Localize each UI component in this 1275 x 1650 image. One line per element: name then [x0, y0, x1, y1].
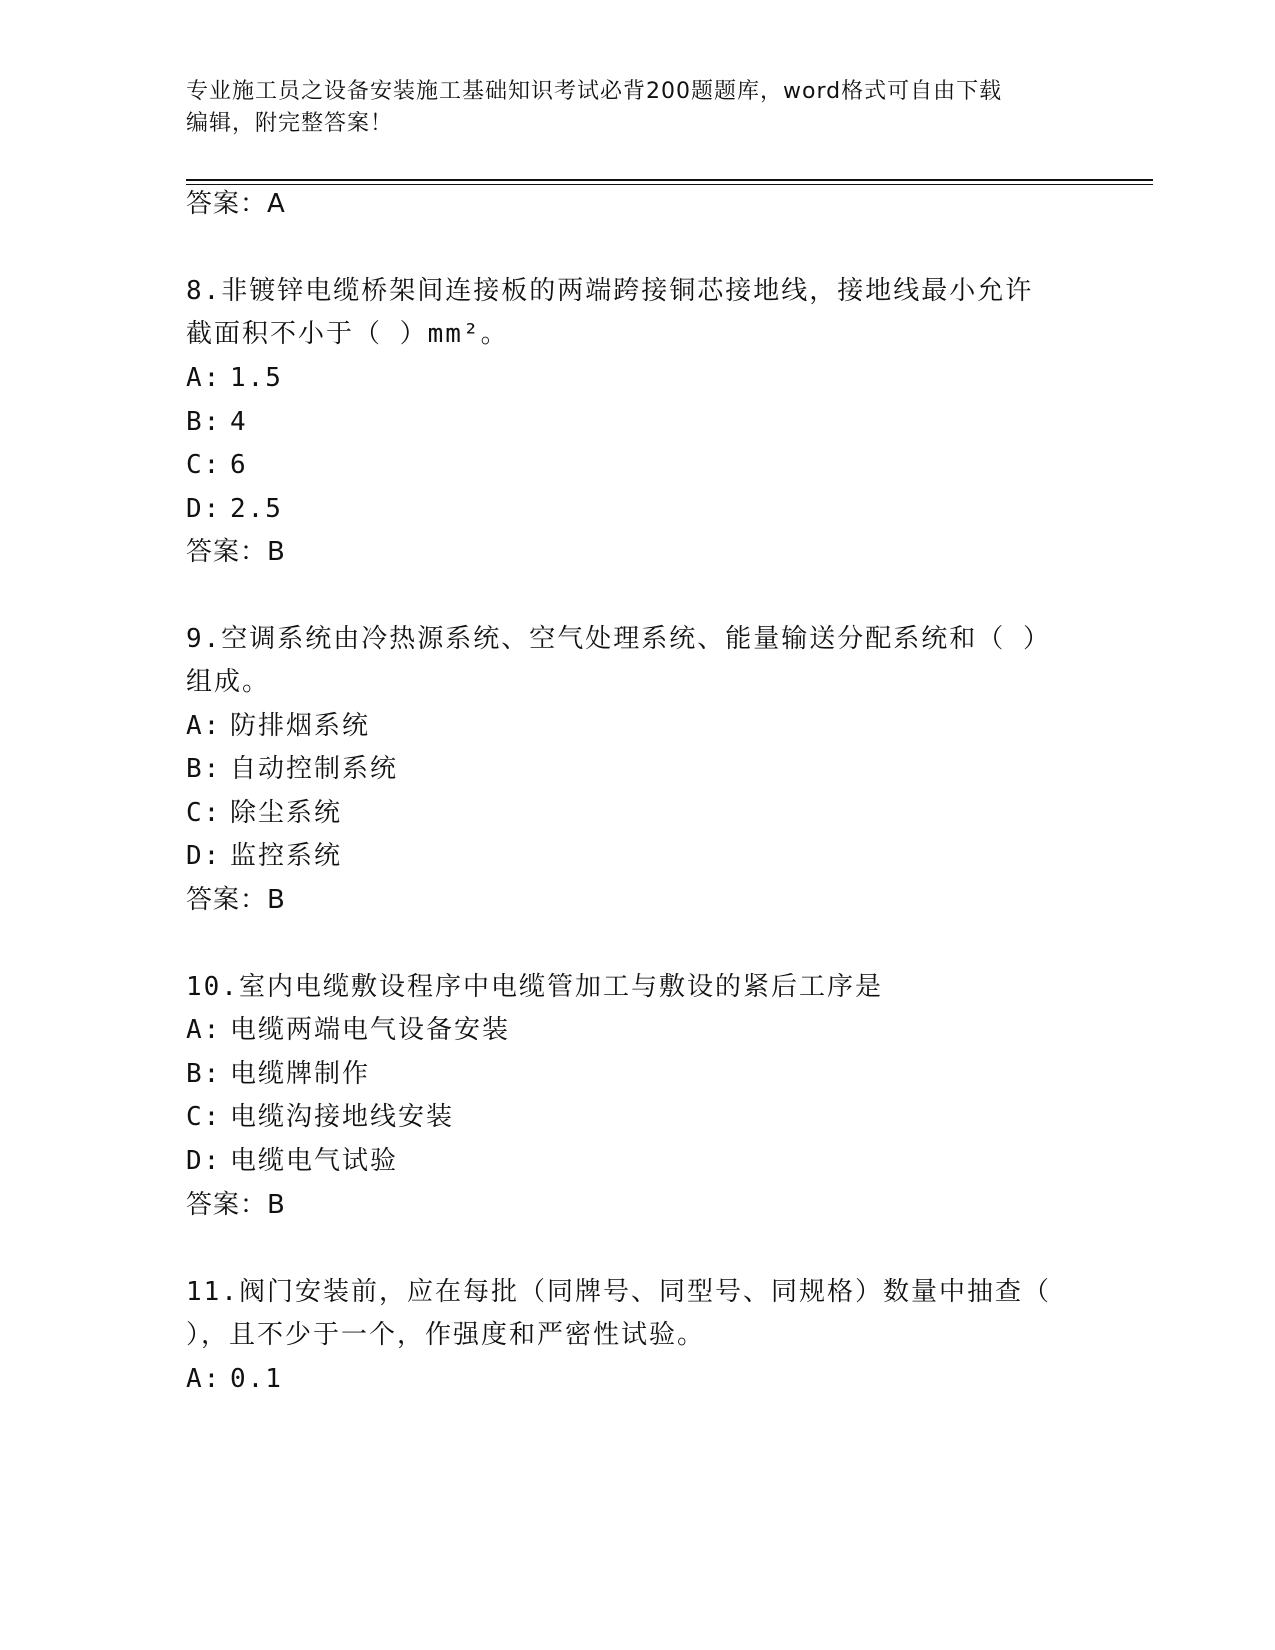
option-label: B: — [186, 1059, 222, 1089]
answer-line: 答案：A — [186, 189, 286, 219]
option-text: 电缆两端电气设备安装 — [230, 1015, 511, 1045]
question-10-option-a — [186, 1013, 510, 1047]
question-8-option-c — [186, 448, 248, 482]
option-text: 2.5 — [230, 494, 283, 524]
question-8-option-a — [186, 361, 283, 395]
question-8-line-1: 8.非镀锌电缆桥架间连接板的两端跨接铜芯接地线，接地线最小允许 — [186, 276, 1034, 306]
option-label: A: — [186, 363, 222, 393]
option-label: A: — [186, 1364, 222, 1394]
option-label: A: — [186, 1015, 222, 1045]
option-text: 电缆电气试验 — [230, 1146, 399, 1176]
option-text: 6 — [230, 450, 248, 480]
question-11-line-1: 11.阀门安装前，应在每批（同牌号、同型号、同规格）数量中抽查（ — [186, 1277, 1051, 1307]
option-text: 自动控制系统 — [230, 754, 399, 784]
question-9-answer: 答案：B — [186, 885, 286, 915]
question-10-answer: 答案：B — [186, 1190, 286, 1220]
question-10-line-1: 10.室内电缆敷设程序中电缆管加工与敷设的紧后工序是 — [186, 972, 883, 1002]
option-label: D: — [186, 494, 222, 524]
question-10-option-d — [186, 1144, 398, 1178]
option-text: 除尘系统 — [230, 798, 343, 828]
header-rule-thick — [186, 179, 1153, 181]
document-header — [186, 76, 1076, 140]
header-line-1: 专业施工员之设备安装施工基础知识考试必背200题题库，word格式可自由下载 — [186, 79, 1003, 104]
question-10-option-b — [186, 1057, 370, 1091]
option-label: C: — [186, 450, 222, 480]
option-text: 0.1 — [230, 1364, 283, 1394]
option-label: B: — [186, 754, 222, 784]
question-9-option-b — [186, 752, 398, 786]
option-text: 4 — [230, 407, 248, 437]
question-9-option-d — [186, 839, 342, 873]
header-line-2: 编辑，附完整答案！ — [186, 111, 394, 136]
option-text: 防排烟系统 — [230, 711, 371, 741]
option-label: B: — [186, 407, 222, 437]
option-label: D: — [186, 1146, 222, 1176]
question-11-option-a — [186, 1362, 283, 1396]
question-9-line-1: 9.空调系统由冷热源系统、空气处理系统、能量输送分配系统和（ ） — [186, 624, 1051, 654]
option-label: D: — [186, 841, 222, 871]
question-10-option-c — [186, 1100, 454, 1134]
question-11-line-2: ），且不少于一个，作强度和严密性试验。 — [186, 1320, 706, 1350]
option-text: 1.5 — [230, 363, 283, 393]
option-label: A: — [186, 711, 222, 741]
header-rule-thin — [186, 184, 1153, 185]
question-9-option-a — [186, 709, 370, 743]
option-text: 监控系统 — [230, 841, 343, 871]
option-text: 电缆沟接地线安装 — [230, 1102, 455, 1132]
question-8-option-b — [186, 405, 248, 439]
option-label: C: — [186, 798, 222, 828]
option-text: 电缆牌制作 — [230, 1059, 371, 1089]
question-8-answer: 答案：B — [186, 537, 286, 567]
option-label: C: — [186, 1102, 222, 1132]
question-8-option-d — [186, 492, 283, 526]
question-9-option-c — [186, 796, 342, 830]
question-8-line-2: 截面积不小于（ ）mm²。 — [186, 319, 509, 349]
question-9-line-2: 组成。 — [186, 667, 271, 697]
